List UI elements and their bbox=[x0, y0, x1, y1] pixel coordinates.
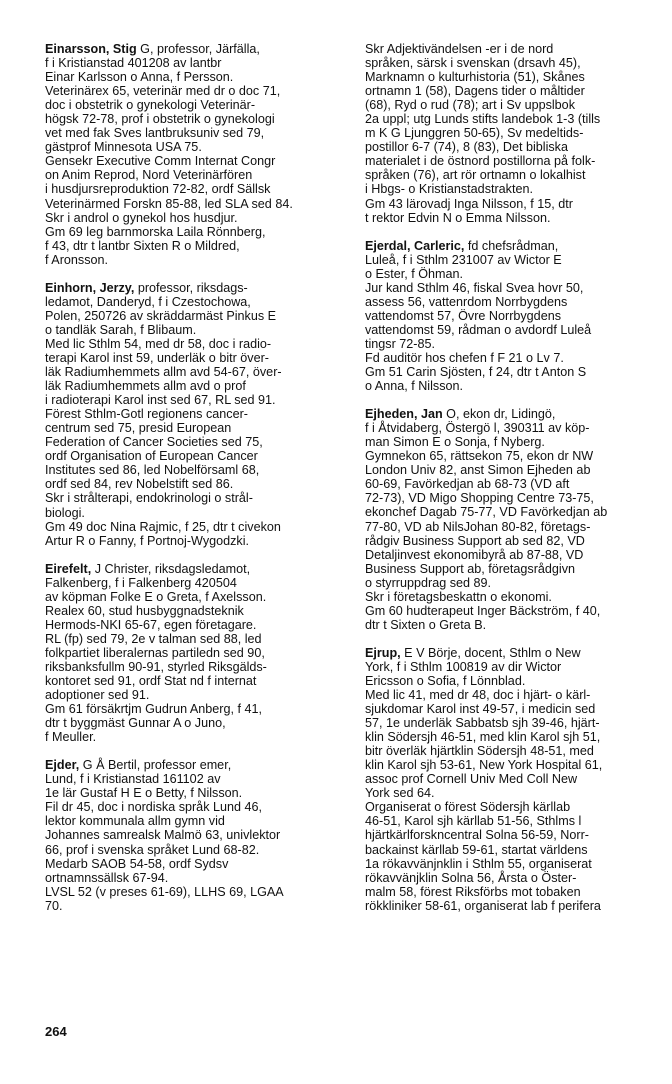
entry-line: ordf Organisation of European Cancer bbox=[45, 449, 258, 464]
entry-line bbox=[365, 407, 657, 421]
entry-line: Veterinärex 65, veterinär med dr o doc 71, bbox=[45, 84, 281, 99]
entry-line: 57, 1e underläk Sabbatsb sjh 39-46, hjärt- bbox=[365, 716, 600, 731]
entry-line: Skr i strålterapi, endokrinologi o strål- bbox=[45, 491, 253, 506]
entry-line: vattendomst 59, rådman o avdordf Luleå bbox=[365, 322, 592, 337]
entry-line: klin Södersjh 46-51, med klin Karol sjh 51, bbox=[365, 730, 601, 745]
entry-line: Polen, 250726 av skräddarmäst Pinkus E bbox=[45, 308, 277, 323]
entry-line: Fd auditör hos chefen f F 21 o Lv 7. bbox=[365, 350, 564, 365]
entry-line: i Hbgs- o Kristianstadstrakten. bbox=[365, 182, 533, 197]
entry-line: assoc prof Cornell Univ Med Coll New bbox=[365, 772, 578, 787]
entry-line: Johannes samrealsk Malmö 63, univlektor bbox=[45, 828, 281, 843]
entry-line: man Simon E o Sonja, f Nyberg. bbox=[365, 435, 545, 450]
entry-line: Luleå, f i Sthlm 231007 av Wictor E bbox=[365, 252, 562, 267]
entry-line: York, f i Sthlm 100819 av dir Wictor bbox=[365, 659, 562, 674]
entry-line: folkpartiet liberalernas partiledn sed 90, bbox=[45, 645, 265, 660]
entry-line: Detaljinvest ekonomibyrå ab 87-88, VD bbox=[365, 547, 584, 562]
entry-line: (68), Ryd o rud (78); art i Sv uppslbok bbox=[365, 98, 575, 113]
entry-name: Ejrup, bbox=[365, 645, 401, 660]
entry-line: Federation of Cancer Societies sed 75, bbox=[45, 435, 263, 450]
entry-line: York sed 64. bbox=[365, 786, 435, 801]
left-column bbox=[45, 42, 337, 927]
entry-line bbox=[45, 281, 337, 295]
entry-line: bitr överläk hjärtklin Södersjh 48-51, med bbox=[365, 744, 594, 759]
entry-line: RL (fp) sed 79, 2e v talman sed 88, led bbox=[45, 631, 262, 646]
entry-line: rökavvänjklin Solna 56, Årsta o Öster- bbox=[365, 870, 577, 885]
entry-text: J Christer, riksdagsledamot, bbox=[91, 561, 251, 576]
entry-line: sjukdomar Karol inst 49-57, i medicin sed bbox=[365, 702, 596, 717]
entry-line: Skr i företagsbeskattn o ekonomi. bbox=[365, 589, 552, 604]
entry-line: terapi Karol inst 59, underläk o bitr över- bbox=[45, 350, 270, 365]
entry-line: Skr i androl o gynekol hos husdjur. bbox=[45, 210, 238, 225]
entry-line: läk Radiumhemmets allm avd 54-67, över- bbox=[45, 365, 282, 380]
entry-line: f Aronsson. bbox=[45, 252, 109, 267]
entry-line: klin Karol sjh 53-61, New York Hospital 61, bbox=[365, 758, 603, 773]
entry-line: 2a uppl; utg Lunds stifts landebok 1-3 (tills bbox=[365, 112, 601, 127]
entry-line: ekonchef Dagab 75-77, VD Favörkedjan ab bbox=[365, 505, 608, 520]
entry-line: on Anim Reprod, Nord Veterinärfören bbox=[45, 168, 253, 183]
entry-text: G Å Bertil, professor emer, bbox=[79, 758, 232, 773]
entry-line: o tandläk Sarah, f Blibaum. bbox=[45, 322, 197, 337]
entry-line: ledamot, Danderyd, f i Czestochowa, bbox=[45, 294, 251, 309]
entry-line: ortnamn 1 (58), Dagens tider o måltider bbox=[365, 84, 585, 99]
entry-line: Gymnekon 65, rättsekon 75, ekon dr NW bbox=[365, 449, 594, 464]
entry-line: o Anna, f Nilsson. bbox=[365, 379, 464, 394]
entry-line: m K G Ljunggren 50-65), Sv medeltids- bbox=[365, 126, 584, 141]
entry-line bbox=[365, 646, 657, 660]
entry-line: 72-73), VD Migo Shopping Centre 73-75, bbox=[365, 491, 594, 506]
entry-line: gästprof Minnesota USA 75. bbox=[45, 140, 202, 155]
entry-line: Förest Sthlm-Gotl regionens cancer- bbox=[45, 407, 248, 422]
entry-line: backainst kärllab 59-61, startat världens bbox=[365, 842, 588, 857]
entry-line: Gm 60 hudterapeut Inger Bäckström, f 40, bbox=[365, 603, 601, 618]
entry-line: i husdjursreproduktion 72-82, ordf Sällsk bbox=[45, 182, 271, 197]
entry-line: rådgiv Business Support ab sed 82, VD bbox=[365, 533, 585, 548]
entry-line: biologi. bbox=[45, 505, 85, 520]
entry-line: Gm 61 försäkrtjm Gudrun Anberg, f 41, bbox=[45, 702, 262, 717]
entry-line: Gm 43 lärovadj Inga Nilsson, f 15, dtr bbox=[365, 196, 573, 211]
entry-text: professor, riksdags- bbox=[134, 280, 248, 295]
entry-line: Realex 60, stud husbyggnadsteknik bbox=[45, 603, 244, 618]
entry-line: f i Kristianstad 401208 av lantbr bbox=[45, 56, 222, 71]
biography-entry bbox=[45, 758, 337, 913]
biography-entry bbox=[45, 281, 337, 548]
entry-line bbox=[365, 239, 657, 253]
entry-line: 1e lär Gustaf H E o Betty, f Nilsson. bbox=[45, 786, 243, 801]
entry-line: malm 58, förest Riksförbs mot tobaken bbox=[365, 884, 581, 899]
entry-line: Lund, f i Kristianstad 161102 av bbox=[45, 772, 221, 787]
entry-line: 70. bbox=[45, 898, 63, 913]
entry-line: Gm 49 doc Nina Rajmic, f 25, dtr t civekon bbox=[45, 519, 281, 534]
entry-text: O, ekon dr, Lidingö, bbox=[442, 407, 556, 422]
entry-text: G, professor, Järfälla, bbox=[136, 42, 260, 56]
entry-name: Einarsson, Stig bbox=[45, 42, 137, 56]
entry-line: ortnamnssällsk 67-94. bbox=[45, 870, 169, 885]
biography-entry bbox=[45, 562, 337, 745]
entry-line: kontoret sed 91, ordf Stat nd f internat bbox=[45, 674, 257, 689]
entry-text: fd chefsrådman, bbox=[464, 238, 559, 253]
entry-line: Marknamn o kulturhistoria (51), Skånes bbox=[365, 70, 585, 85]
biography-entry bbox=[365, 646, 657, 913]
entry-line: Institutes sed 86, led Nobelförsaml 68, bbox=[45, 463, 260, 478]
entry-line bbox=[45, 758, 337, 772]
entry-line bbox=[45, 42, 337, 56]
entry-line: 66, prof i svenska språket Lund 68-82. bbox=[45, 842, 260, 857]
entry-line: av köpman Folke E o Greta, f Axelsson. bbox=[45, 589, 267, 604]
entry-line: Med lic 41, med dr 48, doc i hjärt- o kärl- bbox=[365, 688, 591, 703]
entry-line: 1a rökavvänjnklin i Sthlm 55, organiserat bbox=[365, 856, 592, 871]
entry-line: språken (76), art rör ortnamn o lokalhist bbox=[365, 168, 586, 183]
entry-line: Fil dr 45, doc i nordiska språk Lund 46, bbox=[45, 800, 263, 815]
entry-text: E V Börje, docent, Sthlm o New bbox=[400, 645, 581, 660]
entry-line: ordf sed 84, rev Nobelstift sed 86. bbox=[45, 477, 234, 492]
entry-name: Ejerdal, Carleric, bbox=[365, 238, 465, 253]
entry-name: Ejder, bbox=[45, 758, 80, 773]
entry-line: Gm 69 leg barnmorska Laila Rönnberg, bbox=[45, 224, 266, 239]
entry-name: Eirefelt, bbox=[45, 561, 92, 576]
entry-line: Hermods-NKI 65-67, egen företagare. bbox=[45, 617, 257, 632]
entry-line bbox=[45, 562, 337, 576]
entry-line: 46-51, Karol sjh kärllab 51-56, Sthlms l bbox=[365, 814, 582, 829]
entry-line: f i Åtvidaberg, Östergö l, 390311 av köp- bbox=[365, 421, 590, 436]
page-number: 264 bbox=[45, 1024, 67, 1039]
entry-line: London Univ 82, anst Simon Ejheden ab bbox=[365, 463, 591, 478]
entry-line: läk Radiumhemmets allm avd o prof bbox=[45, 379, 246, 394]
entry-name: Einhorn, Jerzy, bbox=[45, 280, 135, 295]
entry-line: Einar Karlsson o Anna, f Persson. bbox=[45, 70, 234, 85]
entry-line: centrum sed 75, presid European bbox=[45, 421, 232, 436]
entry-line: vattendomst 57, Övre Norrbygdens bbox=[365, 308, 561, 323]
entry-line: adoptioner sed 91. bbox=[45, 688, 150, 703]
entry-line: Business Support ab, företagsrådgivn bbox=[365, 561, 576, 576]
entry-line: materialet i de östnord postillorna på folk- bbox=[365, 154, 596, 169]
entry-line: vet med fak Sves lantbruksuniv sed 79, bbox=[45, 126, 265, 141]
entry-line: högsk 72-78, prof i obstetrik o gynekologi bbox=[45, 112, 275, 127]
biography-entry bbox=[45, 42, 337, 267]
entry-line: Organiserat o förest Södersjh kärllab bbox=[365, 800, 571, 815]
entry-line: lektor kommunala allm gymn vid bbox=[45, 814, 225, 829]
entry-line: Gm 51 Carin Sjösten, f 24, dtr t Anton S bbox=[365, 365, 587, 380]
entry-line: i radioterapi Karol inst sed 67, RL sed 91. bbox=[45, 393, 276, 408]
biography-entry bbox=[365, 407, 657, 632]
entry-line: doc i obstetrik o gynekologi Veterinär- bbox=[45, 98, 256, 113]
entry-line: Falkenberg, f i Falkenberg 420504 bbox=[45, 575, 237, 590]
entry-line: 77-80, VD ab NilsJohan 80-82, företags- bbox=[365, 519, 591, 534]
entry-line: dtr t byggmäst Gunnar A o Juno, bbox=[45, 716, 226, 731]
entry-line: o styrruppdrag sed 89. bbox=[365, 575, 492, 590]
entry-line: dtr t Sixten o Greta B. bbox=[365, 617, 487, 632]
entry-line: tingsr 72-85. bbox=[365, 336, 436, 351]
entry-line: f Meuller. bbox=[45, 730, 97, 745]
entry-line: Skr Adjektivändelsen -er i de nord bbox=[365, 42, 554, 56]
right-column bbox=[365, 42, 657, 927]
entry-line: riksbanksfullm 90-91, styrled Riksgälds- bbox=[45, 659, 267, 674]
entry-line: rökkliniker 58-61, organiserat lab f perifera bbox=[365, 898, 601, 913]
entry-line: o Ester, f Öhman. bbox=[365, 266, 463, 281]
entry-line: Medarb SAOB 54-58, ordf Sydsv bbox=[45, 856, 229, 871]
biography-entry bbox=[365, 42, 657, 225]
entry-line: postillor 6-7 (74), 8 (83), Det bibliska bbox=[365, 140, 568, 155]
entry-line: Jur kand Sthlm 46, fiskal Svea hovr 50, bbox=[365, 280, 584, 295]
entry-name: Ejheden, Jan bbox=[365, 407, 443, 422]
entry-line: LVSL 52 (v preses 61-69), LLHS 69, LGAA bbox=[45, 884, 284, 899]
entry-line: Ericsson o Sofia, f Lönnblad. bbox=[365, 673, 526, 688]
entry-line: t rektor Edvin N o Emma Nilsson. bbox=[365, 210, 551, 225]
biography-entry bbox=[365, 239, 657, 394]
entry-line: Artur R o Fanny, f Portnoj-Wygodzki. bbox=[45, 533, 250, 548]
entry-line: Med lic Sthlm 54, med dr 58, doc i radio- bbox=[45, 336, 272, 351]
entry-line: f 43, dtr t lantbr Sixten R o Mildred, bbox=[45, 238, 240, 253]
entry-line: hjärtkärlforskncentral Solna 56-59, Norr- bbox=[365, 828, 589, 843]
entry-line: assess 56, vattenrdom Norrbygdens bbox=[365, 294, 568, 309]
entry-line: 60-69, Favörkedjan ab 68-73 (VD aft bbox=[365, 477, 570, 492]
entry-line: Gensekr Executive Comm Internat Congr bbox=[45, 154, 276, 169]
entry-line: språken, särsk i svenskan (drsavh 45), bbox=[365, 56, 581, 71]
entry-line: Veterinärmed Forskn 85-88, led SLA sed 84. bbox=[45, 196, 293, 211]
